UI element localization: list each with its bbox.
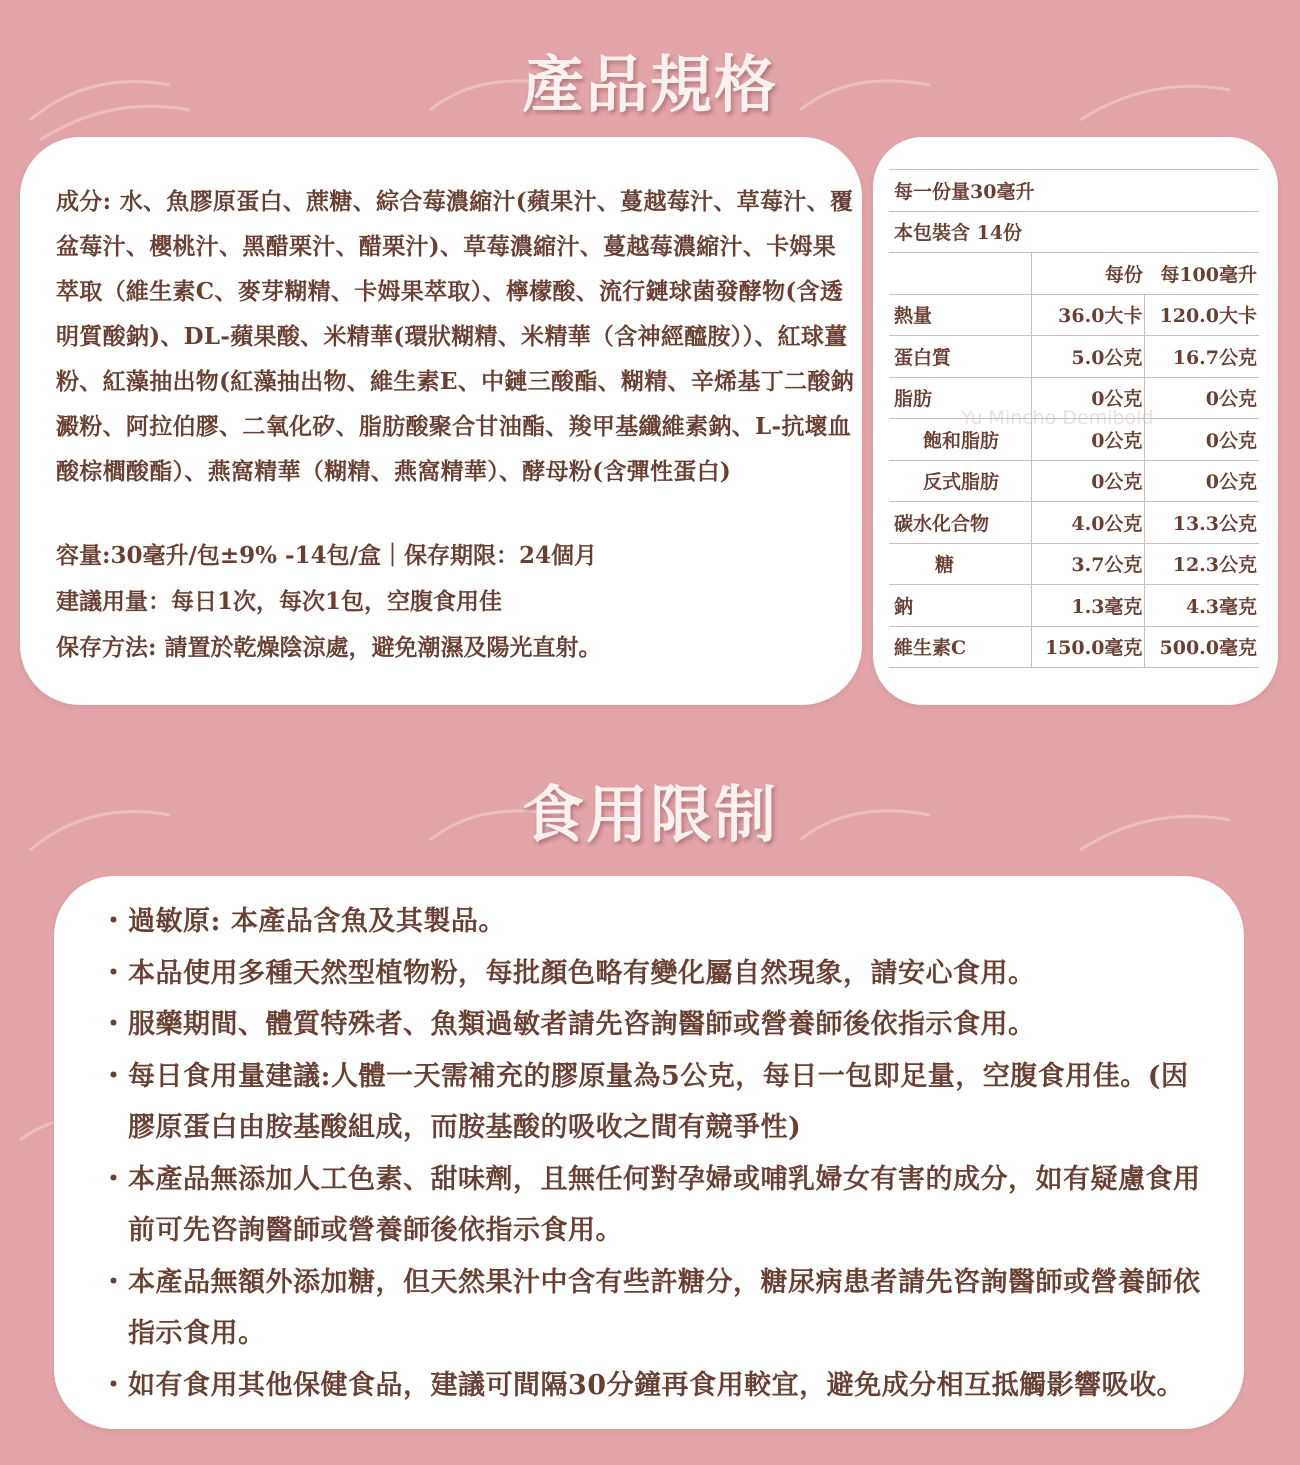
nutrition-row	[889, 502, 1259, 544]
nutrition-header-row	[889, 253, 1259, 295]
bullet-icon: ・	[100, 1009, 128, 1040]
limit-item-text: 本產品無額外添加糖，但天然果汁中含有些許糖分，糖尿病患者請先咨詢醫師或營養師依指示食用。	[128, 1266, 1201, 1349]
header-per-serving: 每份	[1031, 253, 1144, 295]
nutrient-name: 脂肪	[889, 377, 1031, 419]
limit-item-text: 每日食用量建議:人體一天需補充的膠原量為5公克，每日一包即足量，空腹食用佳。(因膠原蛋白由胺基酸組成，而胺基酸的吸收之間有競爭性)	[128, 1060, 1189, 1143]
nutrition-row	[889, 543, 1259, 585]
spec-title: 產品規格	[521, 48, 778, 121]
limit-item-text: 如有食用其他保健食品，建議可間隔30分鐘再食用較宜，避免成分相互抵觸影響吸收。	[128, 1369, 1185, 1401]
nutrient-per-100ml: 0公克	[1145, 419, 1259, 461]
nutrient-name: 飽和脂肪	[889, 419, 1031, 461]
servings-row	[889, 211, 1259, 253]
serving-size-row	[889, 170, 1259, 212]
nutrient-per-100ml: 0公克	[1145, 377, 1259, 419]
nutrition-row	[889, 626, 1259, 668]
limit-item	[100, 1360, 1210, 1412]
bullet-icon: ・	[100, 1369, 128, 1401]
nutrient-per-100ml: 13.3公克	[1145, 502, 1259, 544]
limit-card	[54, 876, 1244, 1429]
capacity-text: 容量:30毫升/包±9% -14包/盒｜保存期限：24個月	[56, 542, 597, 569]
limit-item	[100, 896, 1210, 948]
limit-item-text: 服藥期間、體質特殊者、魚類過敏者請先咨詢醫師或營養師後依指示食用。	[128, 1009, 1036, 1040]
nutrient-per-serving: 36.0大卡	[1031, 294, 1144, 336]
bullet-icon: ・	[100, 1266, 128, 1298]
nutrient-per-serving: 150.0毫克	[1031, 626, 1144, 668]
limit-item	[100, 1051, 1210, 1154]
nutrient-per-serving: 3.7公克	[1031, 543, 1144, 585]
nutrient-per-100ml: 500.0毫克	[1145, 626, 1259, 668]
nutrient-per-100ml: 16.7公克	[1145, 336, 1259, 378]
bullet-icon: ・	[100, 957, 128, 989]
ingredients-text: 成分: 水、魚膠原蛋白、蔗糖、綜合莓濃縮汁(蘋果汁、蔓越莓汁、草莓汁、覆盆莓汁、櫻桃汁、黑醋栗汁、醋栗汁)、草莓濃縮汁、蔓越莓濃縮汁、卡姆果萃取（維生素C、麥芽糊精、卡姆果萃取）、檸檬酸、流行鏈球菌發酵物(含透明質酸鈉)、DL-蘋果酸、米精華(環狀糊精、米精華（含神經醯胺））、紅球薑粉、紅藻抽出物(紅藻抽出物、維生素E、中鏈三酸酯、糊精、辛烯基丁二酸鈉澱粉、阿拉伯膠、二氧化矽、脂肪酸聚合甘油酯、羧甲基纖維素鈉、L-抗壞血酸棕櫚酸酯）、燕窩精華（糊精、燕窩精華）、酵母粉(含彈性蛋白)	[56, 188, 854, 485]
nutrient-per-100ml: 120.0大卡	[1145, 294, 1259, 336]
nutrient-name: 維生素C	[889, 626, 1031, 668]
limit-item	[100, 1257, 1210, 1360]
nutrition-row	[889, 460, 1259, 502]
nutrition-row	[889, 336, 1259, 378]
nutrient-name: 蛋白質	[889, 336, 1031, 378]
nutrient-name: 鈉	[889, 585, 1031, 627]
limit-item	[100, 999, 1210, 1051]
nutrition-row	[889, 585, 1259, 627]
limit-item	[100, 1154, 1210, 1257]
watermark-text: Yu Mincho Demibold	[961, 407, 1154, 429]
serving-size: 每一份量30毫升	[889, 170, 1259, 212]
limit-item-text: 本品使用多種天然型植物粉，每批顏色略有變化屬自然現象，請安心食用。	[128, 957, 1036, 989]
nutrient-per-serving: 0公克	[1031, 377, 1144, 419]
bullet-icon: ・	[100, 1060, 128, 1092]
nutrient-per-100ml: 12.3公克	[1145, 543, 1259, 585]
usage-text: 建議用量：每日1次，每次1包，空腹食用佳	[56, 588, 503, 615]
nutrient-per-serving: 4.0公克	[1031, 502, 1144, 544]
nutrient-per-serving: 5.0公克	[1031, 336, 1144, 378]
limit-list	[100, 896, 1210, 1411]
nutrient-name: 碳水化合物	[889, 502, 1031, 544]
nutrition-card	[873, 137, 1278, 705]
storage-text: 保存方法: 請置於乾燥陰涼處，避免潮濕及陽光直射。	[56, 634, 602, 661]
limit-item-text: 過敏原: 本產品含魚及其製品。	[128, 906, 506, 937]
limit-title: 食用限制	[521, 778, 778, 851]
nutrient-per-serving: 1.3毫克	[1031, 585, 1144, 627]
servings-count: 本包裝含 14份	[889, 211, 1259, 253]
nutrient-per-100ml: 0公克	[1145, 460, 1259, 502]
nutrient-name: 熱量	[889, 294, 1031, 336]
limit-item	[100, 948, 1210, 1000]
nutrient-per-serving: 0公克	[1031, 460, 1144, 502]
spec-card	[20, 137, 862, 705]
limit-item-text: 本產品無添加人工色素、甜味劑，且無任何對孕婦或哺乳婦女有害的成分，如有疑慮食用前可先咨詢醫師或營養師後依指示食用。	[128, 1163, 1201, 1246]
bullet-icon: ・	[100, 1163, 128, 1195]
header-empty	[889, 253, 1031, 295]
header-per-100ml: 每100毫升	[1145, 253, 1259, 295]
nutrient-per-serving: 0公克	[1031, 419, 1144, 461]
nutrient-per-100ml: 4.3毫克	[1145, 585, 1259, 627]
nutrition-row	[889, 294, 1259, 336]
bullet-icon: ・	[100, 906, 128, 937]
nutrient-name: 反式脂肪	[889, 460, 1031, 502]
nutrient-name: 糖	[889, 543, 1031, 585]
